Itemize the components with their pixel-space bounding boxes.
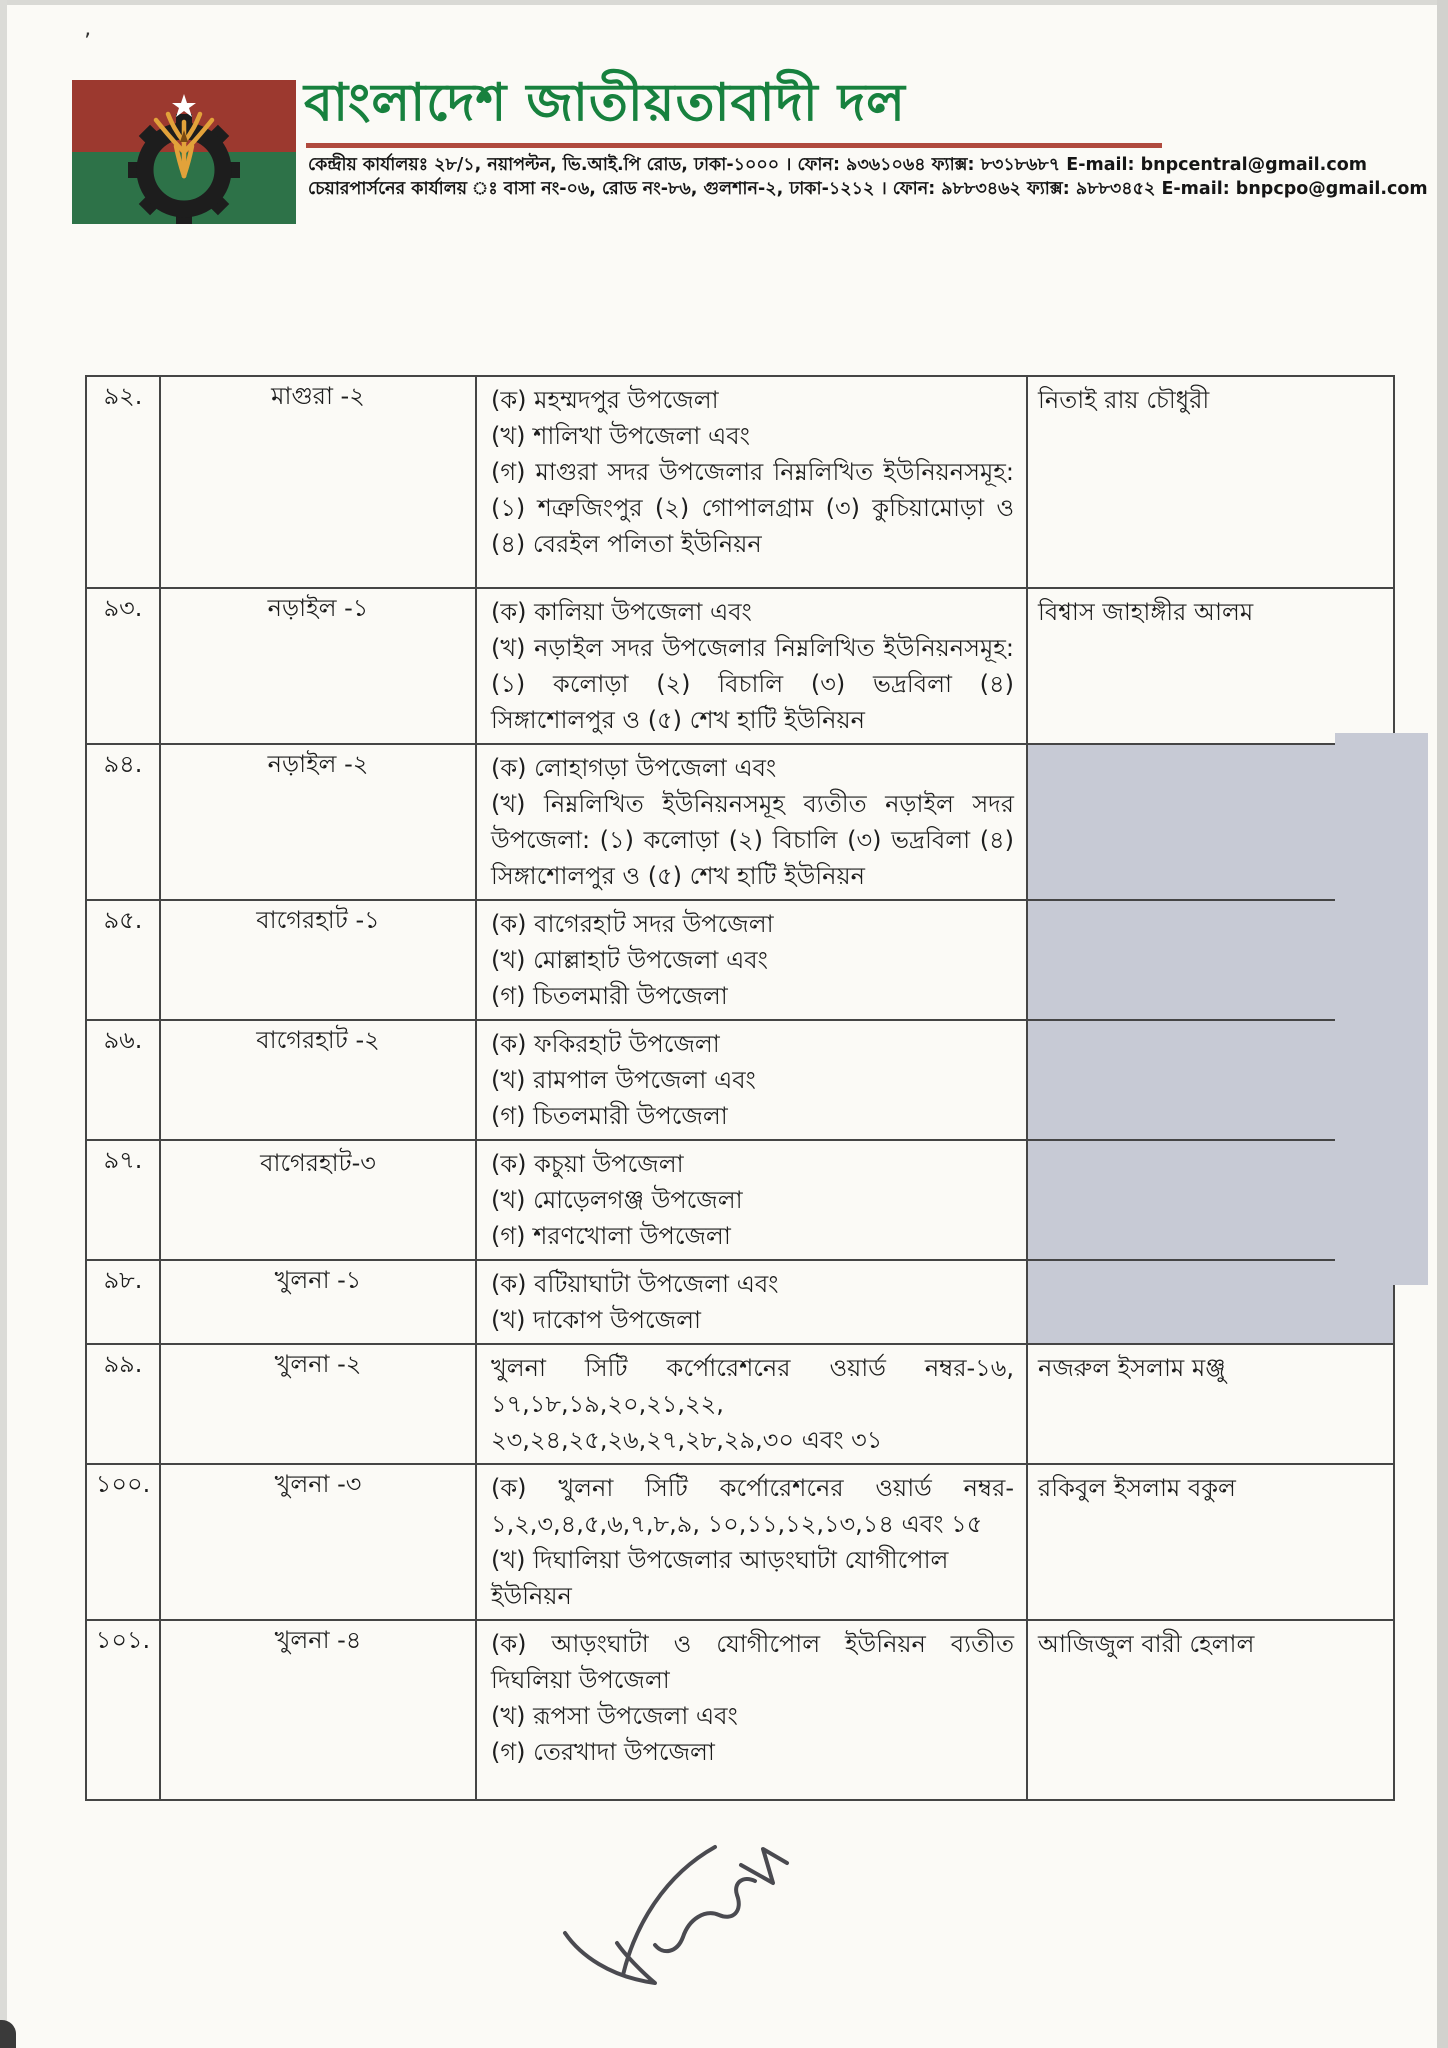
area-line: (ক) মহম্মদপুর উপজেলা [491,386,719,414]
area-line: (খ) নড়াইল সদর উপজেলার নিম্নলিখিত ইউনিয়নসমূহ: (১) কলোড়া (২) বিচালি (৩) ভদ্রবিলা (৪) সিঙ্গাশোলপুর ও (৫) শেখ হাটি ইউনিয়ন [491,634,1014,734]
table-row [86,1344,1394,1464]
constituency-table-wrap [85,375,1335,1801]
areas-cell [476,744,1027,900]
areas-cell [476,376,1027,588]
area-line: (গ) তেরখাদা উপজেলা [491,1738,715,1766]
constituency-cell: বাগেরহাট-৩ [160,1140,476,1260]
letterhead-rule [306,143,1162,148]
constituency-cell: খুলনা -৪ [160,1620,476,1800]
areas-cell [476,1344,1027,1464]
flag-icon [72,80,296,224]
constituency-cell: বাগেরহাট -১ [160,900,476,1020]
area-line: (খ) রূপসা উপজেলা এবং [491,1702,738,1730]
signature-scribble [505,1805,815,2015]
areas-cell [476,588,1027,744]
shaded-overflow-region [1335,733,1428,1285]
area-line: (খ) শালিখা উপজেলা এবং [491,422,750,450]
area-line: (গ) মাগুরা সদর উপজেলার নিম্নলিখিত ইউনিয়নসমূহ: (১) শত্রুজিংপুর (২) গোপালগ্রাম (৩) কুচিয়ামোড়া ও (৪) বেরইল পলিতা ইউনিয়ন [491,458,1014,558]
area-line: (ক) কালিয়া উপজেলা এবং [491,598,752,626]
area-line: (ক) ফকিরহাট উপজেলা [491,1030,720,1058]
area-line: (গ) শরণখোলা উপজেলা [491,1222,731,1250]
constituency-cell: খুলনা -১ [160,1260,476,1344]
serial-cell: ৯৯. [86,1344,160,1464]
area-line: (খ) দাকোপ উপজেলা [491,1306,701,1334]
area-line: (ক) বটিয়াঘাটা উপজেলা এবং [491,1270,779,1298]
serial-cell: ৯৩. [86,588,160,744]
area-line: (ক) লোহাগড়া উপজেলা এবং [491,754,777,782]
serial-cell: ৯৭. [86,1140,160,1260]
table-row [86,1020,1394,1140]
constituency-cell: নড়াইল -১ [160,588,476,744]
area-line: (ক) খুলনা সিটি কর্পোরেশনের ওয়ার্ড নম্বর- ১,২,৩,৪,৫,৬,৭,৮,৯, ১০,১১,১২,১৩,১৪ এবং ১৫ [491,1474,1014,1538]
serial-cell: ৯৫. [86,900,160,1020]
candidate-cell: বিশ্বাস জাহাঙ্গীর আলম [1027,588,1394,744]
party-name-title: বাংলাদেশ জাতীয়তাবাদী দল [304,73,906,133]
area-line: (ক) কচুয়া উপজেলা [491,1150,684,1178]
area-line: (ক) বাগেরহাট সদর উপজেলা [491,910,774,938]
table-row [86,1140,1394,1260]
serial-cell: ৯২. [86,376,160,588]
candidate-cell: নিতাই রায় চৌধুরী [1027,376,1394,588]
table-row [86,1620,1394,1800]
area-line: (খ) মোল্লাহাট উপজেলা এবং [491,946,768,974]
table-row [86,1464,1394,1620]
serial-cell: ১০০. [86,1464,160,1620]
candidate-cell: আজিজুল বারী হেলাল [1027,1620,1394,1800]
bnp-flag-logo [72,80,296,224]
area-line: (খ) মোড়েলগঞ্জ উপজেলা [491,1186,743,1214]
scan-corner-mark [0,2020,16,2048]
area-line: (গ) চিতলমারী উপজেলা [491,982,728,1010]
constituency-table [85,375,1395,1801]
signature-icon [505,1805,815,2015]
serial-cell: ১০১. [86,1620,160,1800]
table-row [86,744,1394,900]
serial-cell: ৯৪. [86,744,160,900]
constituency-cell: নড়াইল -২ [160,744,476,900]
area-line: (ক) আড়ংঘাটা ও যোগীপোল ইউনিয়ন ব্যতীত দিঘলিয়া উপজেলা [491,1630,1014,1694]
constituency-cell: মাগুরা -২ [160,376,476,588]
table-row [86,1260,1394,1344]
constituency-cell: খুলনা -৩ [160,1464,476,1620]
area-line: (খ) নিম্নলিখিত ইউনিয়নসমূহ ব্যতীত নড়াইল সদর উপজেলা: (১) কলোড়া (২) বিচালি (৩) ভদ্রবিলা (৪) সিঙ্গাশোলপুর ও (৫) শেখ হাটি ইউনিয়ন [491,790,1014,890]
areas-cell [476,1260,1027,1344]
constituency-cell: বাগেরহাট -২ [160,1020,476,1140]
scan-edge-right [1437,0,1448,2048]
area-line: (খ) দিঘালিয়া উপজেলার আড়ংঘাটা যোগীপোল ইউনিয়ন [491,1546,949,1610]
areas-cell [476,1020,1027,1140]
chairperson-office-address: চেয়ারপার্সনের কার্যালয় ঃ বাসা নং-০৬, রোড নং-৮৬, গুলশান-২, ঢাকা-১২১২ । ফোন: ৯৮৮৩৪৬২ ফ্যাক্স: ৯৮৮৩৪৫২ E-mail: bnpcpo@gmail.com [308,179,1428,199]
scan-tick-mark: ’ [84,30,91,55]
candidate-cell: নজরুল ইসলাম মঞ্জু [1027,1344,1394,1464]
area-line: (খ) রামপাল উপজেলা এবং [491,1066,756,1094]
constituency-cell: খুলনা -২ [160,1344,476,1464]
central-office-address: কেন্দ্রীয় কার্যালয়ঃ ২৮/১, নয়াপল্টন, ভি.আই.পি রোড, ঢাকা-১০০০ । ফোন: ৯৩৬১০৬৪ ফ্যাক্স: ৮৩১৮৬৮৭ E-mail: bnpcentral@gmail.com [308,155,1367,175]
area-line: খুলনা সিটি কর্পোরেশনের ওয়ার্ড নম্বর-১৬, ১৭,১৮,১৯,২০,২১,২২, ২৩,২৪,২৫,২৬,২৭,২৮,২৯,৩০ এবং ৩১ [491,1354,1014,1454]
scan-edge-left [0,0,7,2048]
area-line: (গ) চিতলমারী উপজেলা [491,1102,728,1130]
serial-cell: ৯৮. [86,1260,160,1344]
areas-cell [476,1140,1027,1260]
areas-cell [476,900,1027,1020]
scan-edge-top [0,0,1448,5]
areas-cell [476,1620,1027,1800]
serial-cell: ৯৬. [86,1020,160,1140]
table-row [86,588,1394,744]
table-row [86,376,1394,588]
areas-cell [476,1464,1027,1620]
table-row [86,900,1394,1020]
candidate-cell: রকিবুল ইসলাম বকুল [1027,1464,1394,1620]
